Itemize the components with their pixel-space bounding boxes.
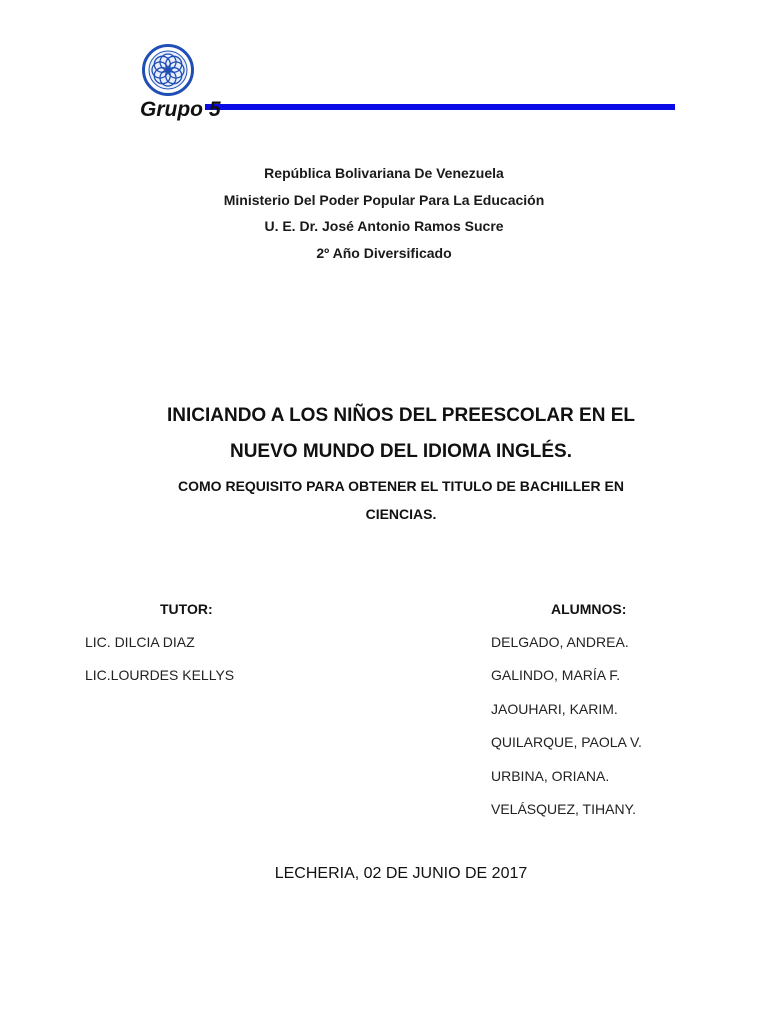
tutor-heading: TUTOR: — [160, 601, 213, 617]
subtitle-line-2: CIENCIAS. — [365, 506, 437, 522]
institution-line-ministry: Ministerio Del Poder Popular Para La Educación — [223, 191, 545, 208]
institution-block — [0, 160, 768, 266]
subtitle-line-1: COMO REQUISITO PARA OBTENER EL TITULO DE BACHILLER EN — [178, 478, 624, 494]
alumnos-heading: ALUMNOS: — [551, 601, 627, 617]
student-name: URBINA, ORIANA. — [491, 767, 610, 784]
student-name: QUILARQUE, PAOLA V. — [491, 734, 642, 751]
document-title — [130, 398, 672, 470]
tutor-name: LIC.LOURDES KELLYS — [85, 667, 235, 684]
institution-line-country: República Bolivariana De Venezuela — [264, 165, 504, 181]
institution-line-grade: 2º Año Diversificado — [316, 244, 452, 261]
tutor-name: LIC. DILCIA DIAZ — [85, 634, 195, 650]
group-label: Grupo 5 — [140, 98, 221, 121]
title-line-1: INICIANDO A LOS NIÑOS DEL PREESCOLAR EN EL — [166, 405, 635, 426]
institution-seal-icon — [142, 44, 194, 96]
student-name: VELÁSQUEZ, TIHANY. — [491, 800, 636, 817]
title-line-2: NUEVO MUNDO DEL IDIOMA INGLÉS. — [229, 441, 573, 462]
tutor-list — [85, 632, 234, 699]
student-name: JAOUHARI, KARIM. — [491, 700, 618, 717]
institution-line-school: U. E. Dr. José Antonio Ramos Sucre — [264, 218, 504, 234]
alumnos-list — [491, 632, 642, 832]
student-name: DELGADO, ANDREA. — [491, 634, 629, 650]
place-date: LECHERIA, 02 DE JUNIO DE 2017 — [274, 865, 528, 882]
header-rule — [205, 104, 675, 110]
document-subtitle — [150, 472, 652, 528]
student-name: GALINDO, MARÍA F. — [491, 667, 621, 684]
